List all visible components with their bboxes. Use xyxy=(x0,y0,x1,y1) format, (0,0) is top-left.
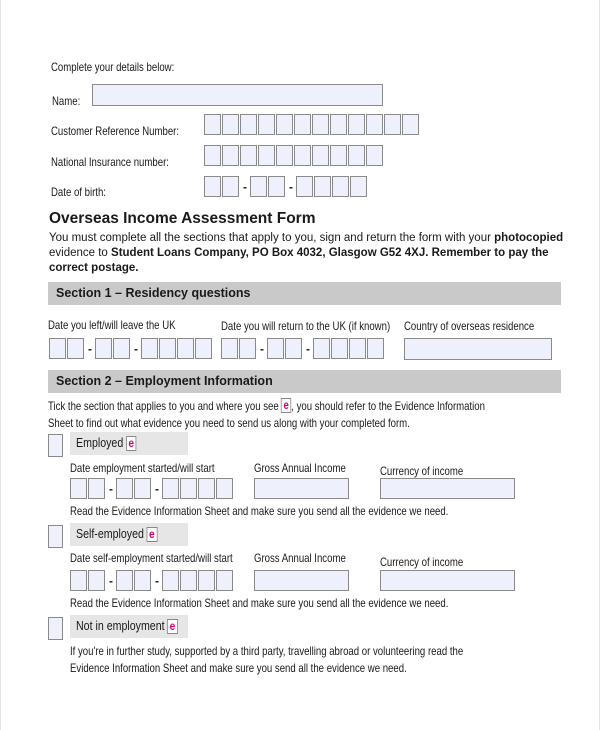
not-employed-checkbox[interactable] xyxy=(48,617,63,640)
character-box[interactable] xyxy=(95,338,112,359)
character-box[interactable] xyxy=(294,145,311,166)
character-box[interactable] xyxy=(221,338,238,359)
character-box[interactable] xyxy=(350,176,367,197)
employed-income-label: Gross Annual Income xyxy=(254,461,346,475)
section2-instructions-2: Sheet to find out what evidence you need to send us along with your completed form. xyxy=(48,416,410,430)
evidence-icon: e xyxy=(126,436,137,451)
character-box[interactable] xyxy=(134,570,151,591)
separator-dash: - xyxy=(260,341,264,356)
character-box[interactable] xyxy=(384,114,401,135)
dob-label: Date of birth: xyxy=(51,185,106,199)
character-box[interactable] xyxy=(330,145,347,166)
character-box[interactable] xyxy=(285,338,302,359)
form-title: Overseas Income Assessment Form xyxy=(49,210,316,227)
country-label: Country of overseas residence xyxy=(404,319,535,333)
self-employed-note: Read the Evidence Information Sheet and make sure you send all the evidence we need. xyxy=(70,596,449,610)
self-employed-currency-label: Currency of income xyxy=(380,555,464,569)
name-input[interactable] xyxy=(92,84,383,106)
evidence-icon: e xyxy=(146,527,157,542)
character-box[interactable] xyxy=(222,176,239,197)
form-intro xyxy=(49,231,563,276)
character-box[interactable] xyxy=(348,145,365,166)
character-box[interactable] xyxy=(312,114,329,135)
character-box[interactable] xyxy=(113,338,130,359)
instr-text: , you should refer to the Evidence Information xyxy=(291,399,485,413)
self-employed-income-input[interactable] xyxy=(254,570,349,591)
evidence-icon: e xyxy=(281,398,291,413)
self-employed-date-label: Date self-employment started/will start xyxy=(70,551,233,565)
character-box[interactable] xyxy=(240,145,257,166)
intro-text: evidence xyxy=(49,247,96,259)
self-employed-currency-input[interactable] xyxy=(380,570,515,591)
instr-text: Tick the section that applies to you and where you see xyxy=(48,399,279,413)
self-employed-income-label: Gross Annual Income xyxy=(254,551,346,565)
leave-date-input[interactable] xyxy=(49,338,213,359)
section1-header xyxy=(48,282,561,305)
character-box[interactable] xyxy=(330,114,347,135)
character-box[interactable] xyxy=(162,478,179,499)
intro-text: to xyxy=(95,247,112,259)
character-box[interactable] xyxy=(216,478,233,499)
intro-bold: correct postage. xyxy=(49,262,139,274)
crn-input[interactable] xyxy=(204,114,420,135)
evidence-icon: e xyxy=(167,619,178,634)
employed-note: Read the Evidence Information Sheet and make sure you send all the evidence we need. xyxy=(70,504,449,518)
character-box[interactable] xyxy=(240,114,257,135)
separator-dash: - xyxy=(88,341,92,356)
character-box[interactable] xyxy=(312,145,329,166)
character-box[interactable] xyxy=(180,478,197,499)
not-employed-note-2: Evidence Information Sheet and make sure you send all the evidence we need. xyxy=(70,661,407,675)
character-box[interactable] xyxy=(198,478,215,499)
character-box[interactable] xyxy=(367,338,384,359)
ni-label: National Insurance number: xyxy=(51,155,169,169)
character-box[interactable] xyxy=(49,338,66,359)
employed-income-input[interactable] xyxy=(254,478,349,499)
character-box[interactable] xyxy=(134,478,151,499)
employed-option xyxy=(70,432,188,455)
character-box[interactable] xyxy=(141,338,158,359)
employed-checkbox[interactable] xyxy=(48,434,63,457)
country-input[interactable] xyxy=(404,338,552,360)
character-box[interactable] xyxy=(195,338,212,359)
character-box[interactable] xyxy=(204,176,221,197)
intro-text: You must complete all the sections that apply to you, sign and return the form with your xyxy=(49,232,495,244)
character-box[interactable] xyxy=(70,570,87,591)
intro-bold: photocopied xyxy=(494,232,564,244)
separator-dash: - xyxy=(109,573,113,588)
not-employed-note-1: If you're in further study, supported by a third party, travelling abroad or volunteering read the xyxy=(70,644,464,658)
character-box[interactable] xyxy=(332,176,349,197)
character-box[interactable] xyxy=(267,338,284,359)
character-box[interactable] xyxy=(402,114,419,135)
details-intro: Complete your details below: xyxy=(51,60,175,74)
character-box[interactable] xyxy=(313,338,330,359)
self-employed-label: Self-employed xyxy=(76,527,144,541)
character-box[interactable] xyxy=(314,176,331,197)
name-label: Name: xyxy=(52,94,81,108)
self-employed-checkbox[interactable] xyxy=(48,525,63,548)
section2-header xyxy=(48,370,561,393)
character-box[interactable] xyxy=(198,570,215,591)
character-box[interactable] xyxy=(250,176,267,197)
not-employed-option xyxy=(70,615,188,638)
character-box[interactable] xyxy=(159,338,176,359)
crn-label: Customer Reference Number: xyxy=(51,124,180,138)
leave-date-label: Date you left/will leave the UK xyxy=(48,318,176,332)
character-box[interactable] xyxy=(349,338,366,359)
return-date-input[interactable] xyxy=(221,338,385,359)
separator-dash: - xyxy=(155,573,159,588)
character-box[interactable] xyxy=(239,338,256,359)
character-box[interactable] xyxy=(216,570,233,591)
section1-title: Section 1 – Residency questions xyxy=(56,286,251,300)
employed-date-input[interactable] xyxy=(70,478,234,499)
character-box[interactable] xyxy=(222,114,239,135)
character-box[interactable] xyxy=(180,570,197,591)
character-box[interactable] xyxy=(366,114,383,135)
separator-dash: - xyxy=(109,481,113,496)
character-box[interactable] xyxy=(162,570,179,591)
employed-date-label: Date employment started/will start xyxy=(70,461,215,475)
character-box[interactable] xyxy=(222,145,239,166)
character-box[interactable] xyxy=(276,145,293,166)
ni-input[interactable] xyxy=(204,145,384,166)
employed-label: Employed xyxy=(76,436,124,450)
character-box[interactable] xyxy=(276,114,293,135)
character-box[interactable] xyxy=(116,478,133,499)
section2-title: Section 2 – Employment Information xyxy=(56,374,273,388)
character-box[interactable] xyxy=(296,176,313,197)
self-employed-date-input[interactable] xyxy=(70,570,234,591)
separator-dash: - xyxy=(134,341,138,356)
employed-currency-label: Currency of income xyxy=(380,464,464,478)
character-box[interactable] xyxy=(258,145,275,166)
self-employed-option xyxy=(70,523,188,546)
separator-dash: - xyxy=(155,481,159,496)
employed-currency-input[interactable] xyxy=(380,478,515,499)
character-box[interactable] xyxy=(204,145,221,166)
character-box[interactable] xyxy=(348,114,365,135)
return-date-label: Date you will return to the UK (if known) xyxy=(221,319,391,333)
character-box[interactable] xyxy=(88,478,105,499)
character-box[interactable] xyxy=(294,114,311,135)
character-box[interactable] xyxy=(366,145,383,166)
character-box[interactable] xyxy=(88,570,105,591)
not-employed-label: Not in employment xyxy=(76,619,165,633)
separator-dash: - xyxy=(289,179,293,194)
character-box[interactable] xyxy=(177,338,194,359)
character-box[interactable] xyxy=(116,570,133,591)
section2-instructions xyxy=(48,398,485,414)
character-box[interactable] xyxy=(67,338,84,359)
character-box[interactable] xyxy=(204,114,221,135)
separator-dash: - xyxy=(243,179,247,194)
dob-input[interactable] xyxy=(204,176,368,197)
separator-dash: - xyxy=(306,341,310,356)
character-box[interactable] xyxy=(331,338,348,359)
character-box[interactable] xyxy=(268,176,285,197)
intro-bold: Student Loans Company, PO Box 4032, Glasgow G52 4XJ. Remember to pay the xyxy=(111,247,549,259)
character-box[interactable] xyxy=(258,114,275,135)
character-box[interactable] xyxy=(70,478,87,499)
